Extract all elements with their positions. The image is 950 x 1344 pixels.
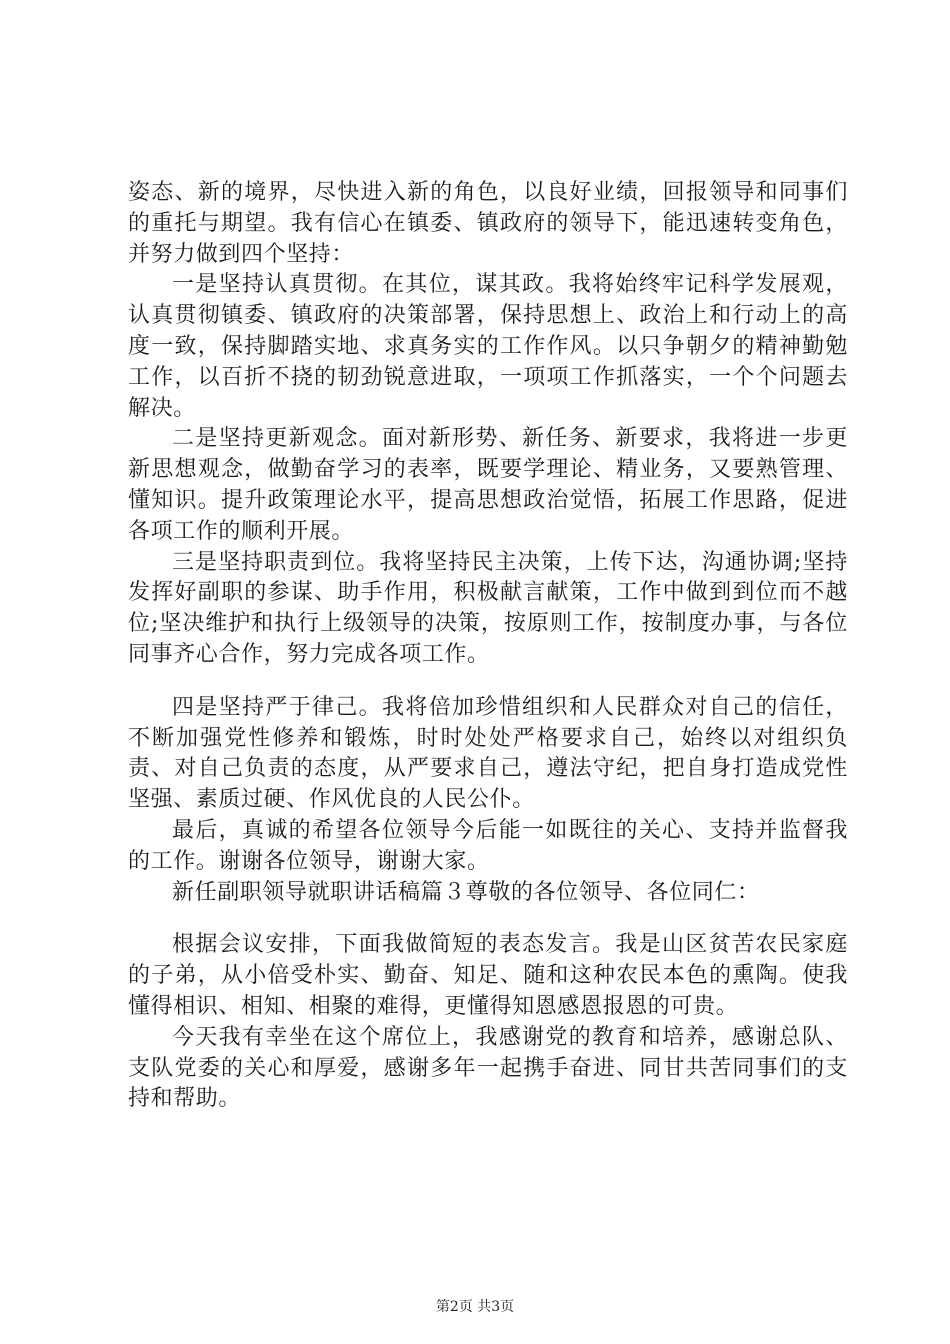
paragraph-point-three: 三是坚持职责到位。我将坚持民主决策，上传下达，沟通协调;坚持发挥好副职的参谋、助手作用，积极献言献策，工作中做到到位而不越位;坚决维护和执行上级领导的决策，按原则工作，按制度办事，与各位同事齐心合作，努力完成各项工作。 bbox=[128, 549, 848, 667]
paragraph-speech-intro: 根据会议安排，下面我做简短的表态发言。我是山区贫苦农民家庭的子弟，从小倍受朴实、勤奋、知足、随和这种农民本色的熏陶。使我懂得相识、相知、相聚的难得，更懂得知恩感恩报恩的可贵。 bbox=[128, 932, 848, 1019]
paragraph-point-one: 一是坚持认真贯彻。在其位，谋其政。我将始终牢记科学发展观，认真贯彻镇委、镇政府的决策部署，保持思想上、政治上和行动上的高度一致，保持脚踏实地、求真务实的工作作风。以只争朝夕的精神勤勉工作，以百折不挠的韧劲锐意进取，一项项工作抓落实，一个个问题去解决。 bbox=[128, 272, 848, 421]
page-number-footer: 第2页 共3页 bbox=[435, 1299, 515, 1315]
paragraph-continuation: 姿态、新的境界，尽快进入新的角色，以良好业绩，回报领导和同事们的重托与期望。我有信心在镇委、镇政府的领导下，能迅速转变角色，并努力做到四个坚持： bbox=[128, 180, 848, 267]
document-body bbox=[128, 178, 848, 1115]
paragraph-point-four: 四是坚持严于律己。我将倍加珍惜组织和人民群众对自己的信任，不断加强党性修养和锻炼，时时处处严格要求自己，始终以对组织负责、对自己负责的态度，从严要求自己，遵法守纪，把自身打造成党性坚强、素质过硬、作风优良的人民公仆。 bbox=[128, 694, 848, 813]
paragraph-gratitude: 今天我有幸坐在这个席位上，我感谢党的教育和培养，感谢总队、支队党委的关心和厚爱，感谢多年一起携手奋进、同甘共苦同事们的支持和帮助。 bbox=[128, 1024, 848, 1112]
paragraph-point-two: 二是坚持更新观念。面对新形势、新任务、新要求，我将进一步更新思想观念，做勤奋学习的表率，既要学理论、精业务，又要熟管理、懂知识。提升政策理论水平，提高思想政治觉悟，拓展工作思路，促进各项工作的顺利开展。 bbox=[128, 426, 848, 544]
paragraph-closing: 最后，真诚的希望各位领导今后能一如既往的关心、支持并监督我的工作。谢谢各位领导，谢谢大家。 bbox=[128, 817, 848, 874]
paragraph-section-heading: 新任副职领导就职讲话稿篇３尊敬的各位领导、各位同仁： bbox=[172, 879, 760, 905]
